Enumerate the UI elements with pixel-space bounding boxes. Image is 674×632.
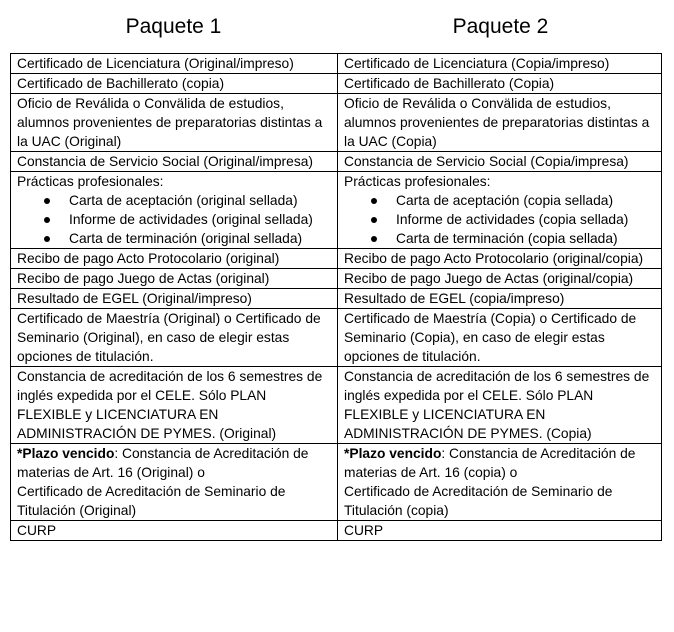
list-item: Informe de actividades (copia sellada) [396, 210, 658, 229]
package1-cell: Certificado de Bachillerato (copia) [11, 74, 338, 94]
list-item: Carta de terminación (copia sellada) [396, 229, 658, 248]
table-row [11, 444, 662, 521]
package1-cell: Resultado de EGEL (Original/impreso) [11, 289, 338, 309]
practices-list [17, 191, 334, 248]
package1-heading: Paquete 1 [125, 15, 222, 38]
table-row [11, 54, 662, 74]
package2-cell: Recibo de pago Acto Protocolario (original/copia) [338, 249, 662, 269]
package2-cell: Oficio de Reválida o Convälida de estudios, alumnos provenientes de preparatorias distintas a la UAC (Copia) [338, 94, 662, 152]
table-row [11, 152, 662, 172]
package1-cell: Recibo de pago Juego de Actas (original) [11, 269, 338, 289]
list-item: Informe de actividades (original sellada) [69, 210, 334, 229]
table-row [11, 521, 662, 541]
expired-term-text: : Constancia de Acreditación de materias de Art. 16 (copia) o [344, 446, 636, 480]
package1-cell: Certificado de Maestría (Original) o Certificado de Seminario (Original), en caso de elegir estas opciones de titulación. [11, 309, 338, 367]
package2-cell: Certificado de Bachillerato (Copia) [338, 74, 662, 94]
table-row [11, 367, 662, 444]
expired-term-label: *Plazo vencido [17, 446, 115, 461]
expired-term-text-cont: Certificado de Acreditación de Seminario de Titulación (copia) [344, 484, 613, 518]
table-row [11, 289, 662, 309]
package2-heading: Paquete 2 [452, 15, 549, 38]
package2-cell: Constancia de Servicio Social (Copia/impresa) [338, 152, 662, 172]
expired-term-label: *Plazo vencido [344, 446, 442, 461]
table-row [11, 74, 662, 94]
table-row [11, 309, 662, 367]
table-row [11, 249, 662, 269]
package2-cell: Certificado de Maestría (Copia) o Certificado de Seminario (Copia), en caso de elegir estas opciones de titulación. [338, 309, 662, 367]
package1-cell: Constancia de acreditación de los 6 semestres de inglés expedida por el CELE. Sólo PLAN FLEXIBLE y LICENCIATURA EN ADMINISTRACIÓN DE PYMES. (Original) [11, 367, 338, 444]
list-item: Carta de aceptación (copia sellada) [396, 191, 658, 210]
package1-cell [11, 172, 338, 249]
table-row [11, 269, 662, 289]
practices-heading: Prácticas profesionales: [344, 174, 491, 189]
package2-cell: Resultado de EGEL (copia/impreso) [338, 289, 662, 309]
package1-cell: Constancia de Servicio Social (Original/impresa) [11, 152, 338, 172]
package1-cell [11, 444, 338, 521]
list-item: Carta de terminación (original sellada) [69, 229, 334, 248]
package2-cell: Certificado de Licenciatura (Copia/impreso) [338, 54, 662, 74]
package1-cell: Recibo de pago Acto Protocolario (original) [11, 249, 338, 269]
package2-cell: Constancia de acreditación de los 6 semestres de inglés expedida por el CELE. Sólo PLAN FLEXIBLE y LICENCIATURA EN ADMINISTRACIÓN DE PYMES. (Copia) [338, 367, 662, 444]
list-item: Carta de aceptación (original sellada) [69, 191, 334, 210]
package-headers [10, 10, 664, 44]
package2-cell: Recibo de pago Juego de Actas (original/copia) [338, 269, 662, 289]
package1-cell: Oficio de Reválida o Convälida de estudios, alumnos provenientes de preparatorias distintas a la UAC (Original) [11, 94, 338, 152]
expired-term-text-cont: Certificado de Acreditación de Seminario de Titulación (Original) [17, 484, 286, 518]
package2-cell [338, 444, 662, 521]
practices-heading: Prácticas profesionales: [17, 174, 164, 189]
table-row [11, 172, 662, 249]
package2-cell [338, 172, 662, 249]
package2-cell: CURP [338, 521, 662, 541]
expired-term-text: : Constancia de Acreditación de materias de Art. 16 (Original) o [17, 446, 309, 480]
table-row [11, 94, 662, 152]
practices-list [344, 191, 658, 248]
package1-cell: Certificado de Licenciatura (Original/impreso) [11, 54, 338, 74]
package1-cell: CURP [11, 521, 338, 541]
requirements-table [10, 53, 662, 541]
